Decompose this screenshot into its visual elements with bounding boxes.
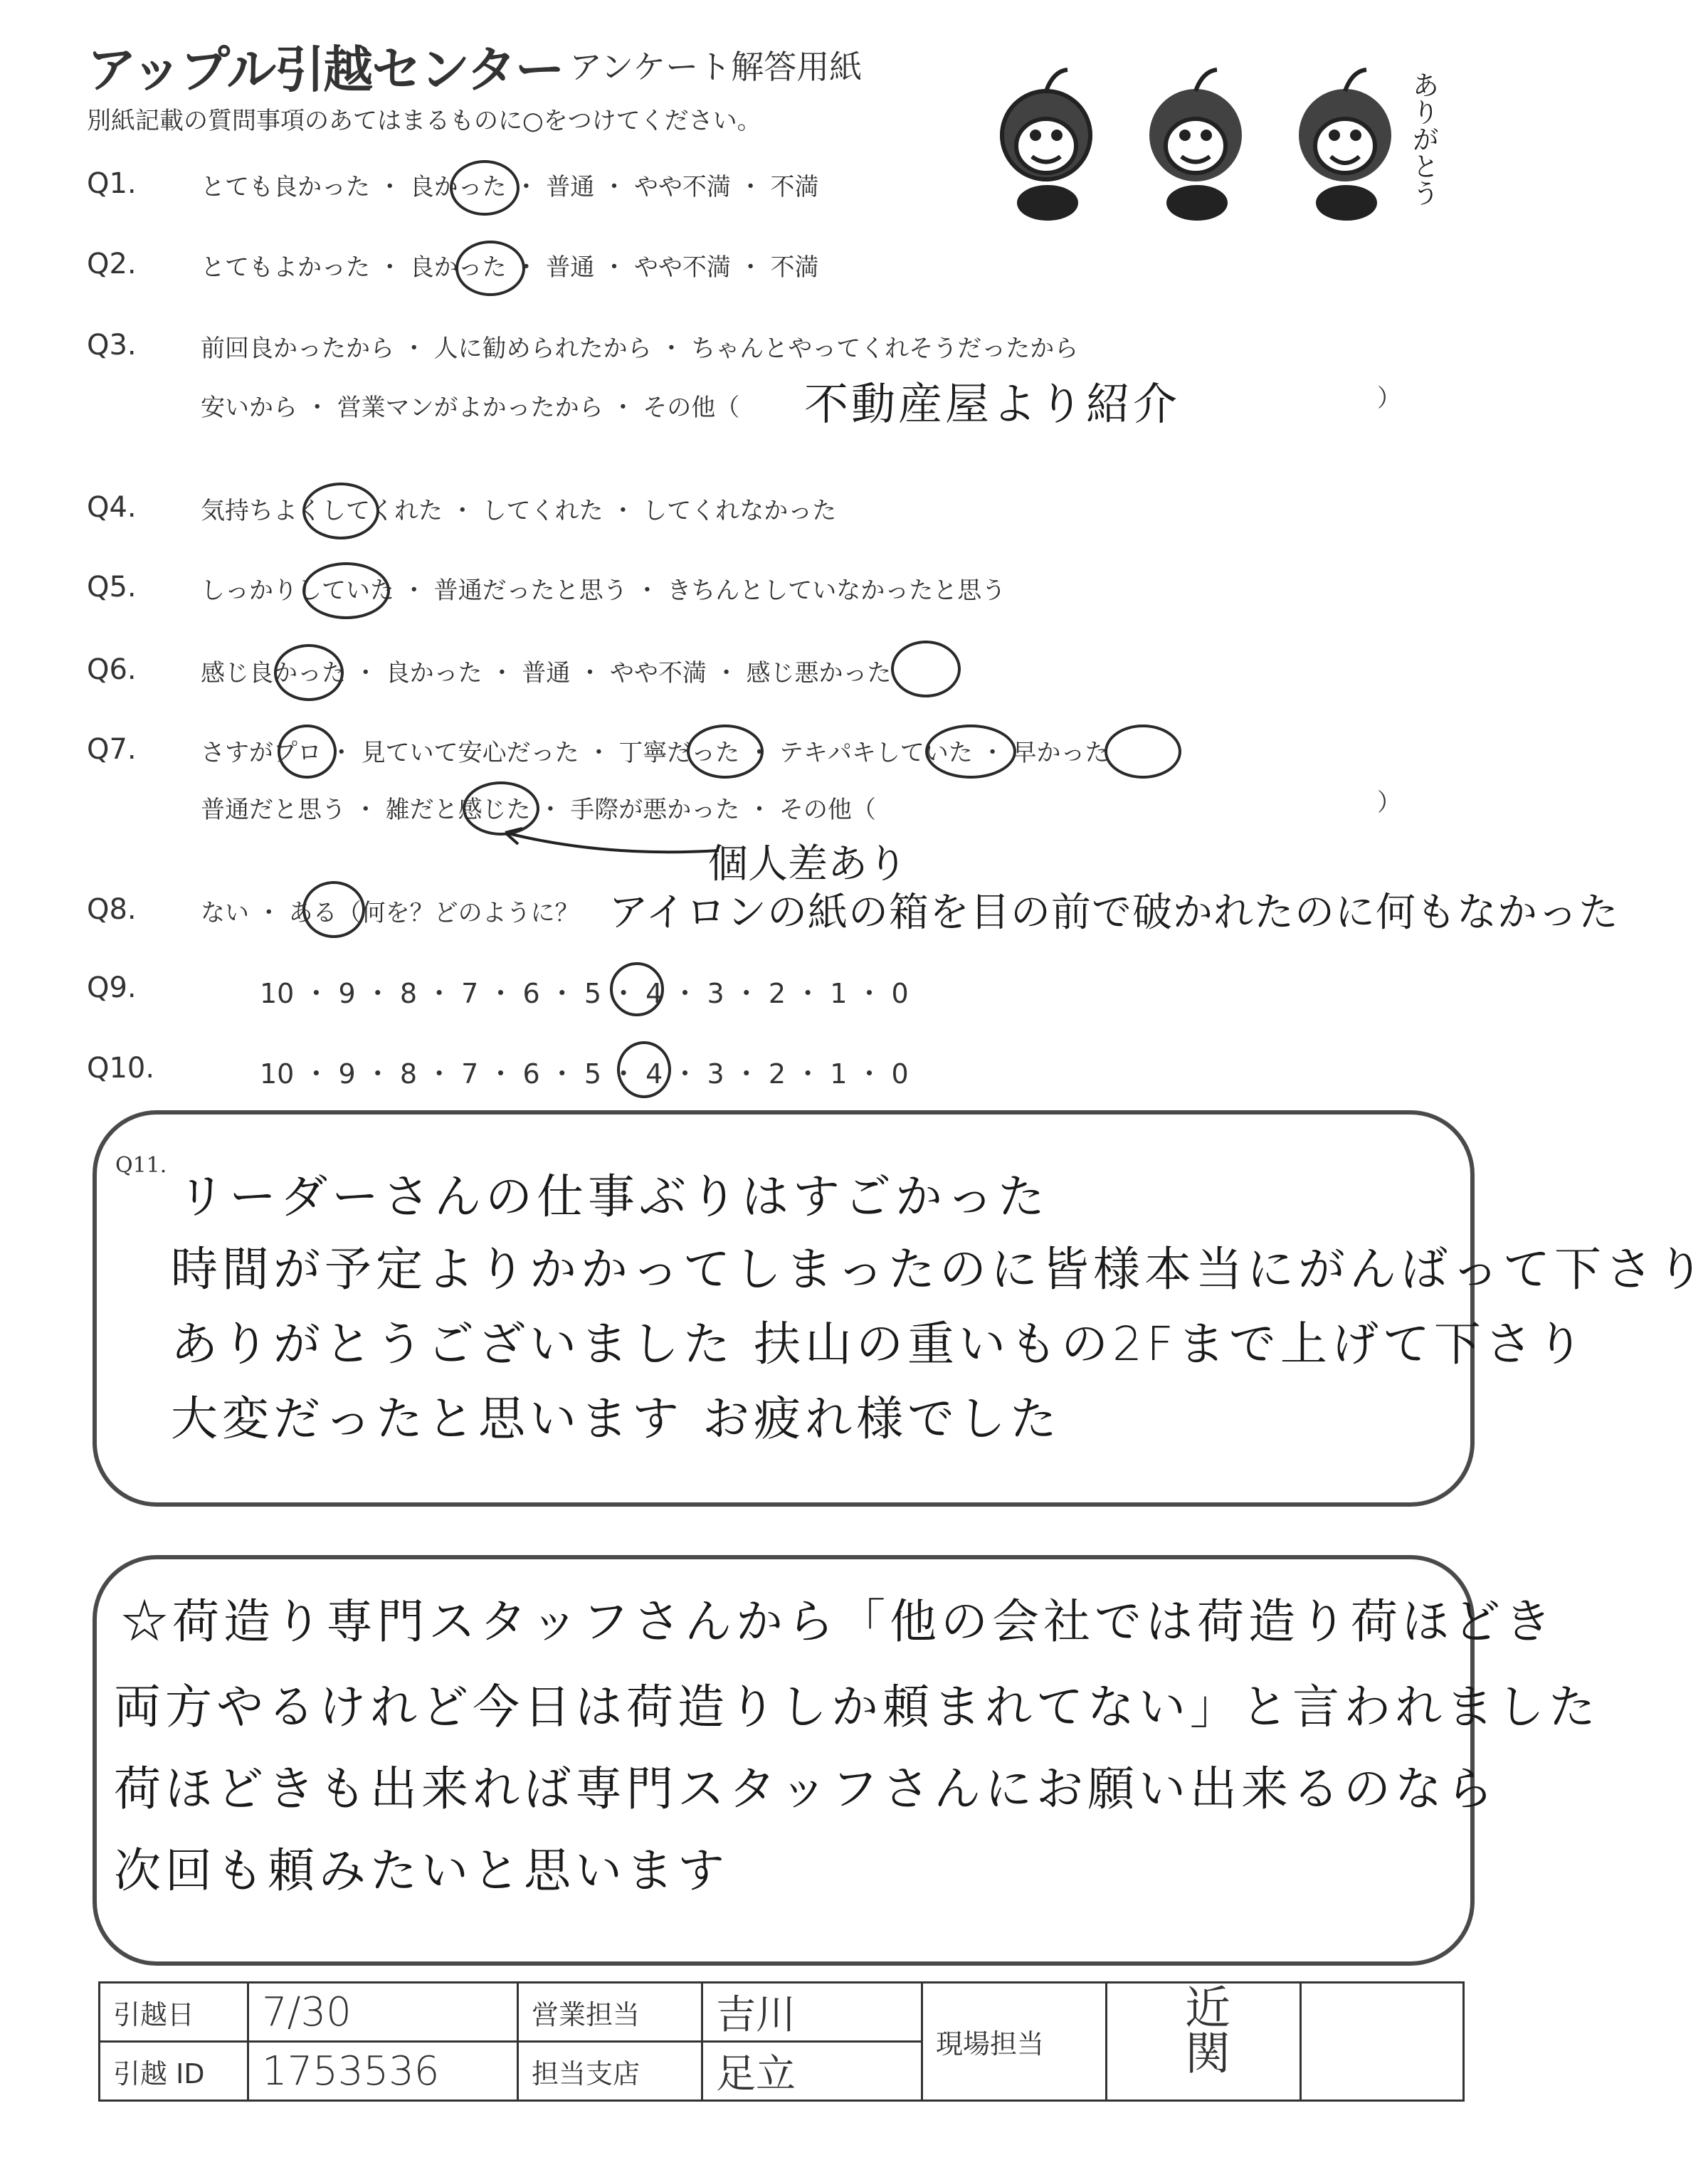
move-id-label: 引越 ID <box>100 2042 248 2101</box>
q3-options-line1: 前回良かったから ・ 人に勧められたから ・ ちゃんとやってくれそうだったから <box>201 334 1079 363</box>
q5-options: しっかりしていた ・ 普通だったと思う ・ きちんとしていなかったと思う <box>201 576 1006 605</box>
q11-line-1: リーダーさんの仕事ぶりはすごかった <box>178 1169 1049 1224</box>
q7-answer-circle-a <box>278 725 337 779</box>
q1-label: Q1. <box>87 167 137 200</box>
q7-handwritten-note: 個人差あり <box>708 841 907 887</box>
onsite-staff-value: 近関 <box>1107 1983 1301 2101</box>
q7-note-arrow <box>498 818 726 868</box>
q10-label: Q10. <box>87 1052 155 1085</box>
q7-answer-circle-b <box>687 725 764 779</box>
comment-line-3: 荷ほどきも出来れば専門スタッフさんにお願い出来るのなら <box>114 1761 1497 1816</box>
q7-close-paren: ） <box>1377 789 1401 817</box>
q2-label: Q2. <box>87 248 137 280</box>
q8-options: ない ・ ある（何を？どのように？ <box>201 899 579 927</box>
move-date-label: 引越日 <box>100 1983 248 2042</box>
move-date-value: 7/30 <box>248 1983 518 2042</box>
q11-line-4: 大変だったと思います お疲れ様でした <box>171 1391 1061 1446</box>
q8-answer-circle <box>302 881 365 938</box>
q7-answer-circle-c <box>925 725 1016 779</box>
q5-label: Q5. <box>87 571 137 604</box>
q7-options-line1: さすがプロ ・ 見ていて安心だった ・ 丁寧だった ・ テキパキしていた ・ 早かった <box>201 739 1109 767</box>
sales-rep-value: 吉川 <box>702 1983 922 2042</box>
move-id-value: 1753536 <box>248 2042 518 2101</box>
q2-options: とてもよかった ・ 良かった ・ 普通 ・ やや不満 ・ 不満 <box>201 253 819 282</box>
comment-line-4: 次回も頼みたいと思います <box>114 1843 729 1898</box>
q6-answer-circle-b <box>891 641 961 697</box>
q4-options: 気持ちよくしてくれた ・ してくれた ・ してくれなかった <box>201 497 837 525</box>
branch-label: 担当支店 <box>518 2042 702 2101</box>
q7-label: Q7. <box>87 733 137 766</box>
mascot-caption: ありがとう <box>1408 71 1439 206</box>
q3-options-line2: 安いから ・ 営業マンがよかったから ・ その他（ <box>201 394 740 422</box>
comment-line-1: ☆荷造り専門スタッフさんから「他の会社では荷造り荷ほどき <box>121 1594 1556 1649</box>
q6-answer-circle-a <box>274 644 344 701</box>
q2-answer-circle <box>455 241 525 296</box>
move-info-table <box>98 1981 1465 2102</box>
q11-line-3: ありがとうございました 扶山の重いもの2Fまで上げて下さり <box>171 1317 1588 1371</box>
q3-close-paren: ） <box>1377 384 1401 413</box>
sales-rep-label: 営業担当 <box>518 1983 702 2042</box>
q7-answer-circle-d <box>1105 725 1181 779</box>
q11-line-2: 時間が予定よりかかってしまったのに皆様本当にがんばって下さり <box>171 1242 1708 1297</box>
q9-answer-circle <box>610 962 664 1016</box>
q4-label: Q4. <box>87 491 137 524</box>
q5-answer-circle <box>302 562 390 619</box>
q3-label: Q3. <box>87 329 137 362</box>
instruction-text: 別紙記載の質問事項のあてはまるものに○をつけてください。 <box>87 107 761 135</box>
q3-other-answer: 不動産屋より紹介 <box>804 378 1181 430</box>
form-subtitle: アンケート解答用紙 <box>569 48 863 86</box>
q4-answer-circle <box>302 483 379 539</box>
q9-label: Q9. <box>87 971 137 1004</box>
q6-options: 感じ良かった ・ 良かった ・ 普通 ・ やや不満 ・ 感じ悪かった <box>201 659 892 687</box>
q9-scale: 10 ・ 9 ・ 8 ・ 7 ・ 6 ・ 5 ・ 4 ・ 3 ・ 2 ・ 1 ・ 0 <box>260 978 909 1009</box>
company-brand: アップル引越センター <box>87 41 564 99</box>
onsite-staff-label: 現場担当 <box>922 1983 1107 2101</box>
branch-value: 足立 <box>702 2042 922 2101</box>
monkey-mascot-1 <box>1002 70 1090 218</box>
q10-answer-circle <box>617 1041 671 1098</box>
monkey-mascot-2 <box>1151 70 1240 218</box>
q10-scale: 10 ・ 9 ・ 8 ・ 7 ・ 6 ・ 5 ・ 4 ・ 3 ・ 2 ・ 1 ・ 0 <box>260 1058 909 1090</box>
extra-cell <box>1301 1983 1464 2101</box>
monkey-mascot-3 <box>1301 70 1389 218</box>
q7-options-line2: 普通だと思う ・ 雑だと感じた ・ 手際が悪かった ・ その他（ <box>201 796 876 824</box>
q1-answer-circle <box>450 160 520 216</box>
q6-label: Q6. <box>87 653 137 686</box>
q11-label: Q11. <box>115 1153 167 1178</box>
q8-handwritten-answer: アイロンの紙の箱を目の前で破かれたのに何もなかった <box>608 890 1619 936</box>
q8-label: Q8. <box>87 893 137 926</box>
comment-line-2: 両方やるけれど今日は荷造りしか頼まれてない」と言われました <box>114 1680 1600 1734</box>
q1-options: とても良かった ・ 良かった ・ 普通 ・ やや不満 ・ 不満 <box>201 173 819 201</box>
monkey-mascots-illustration <box>968 28 1452 221</box>
